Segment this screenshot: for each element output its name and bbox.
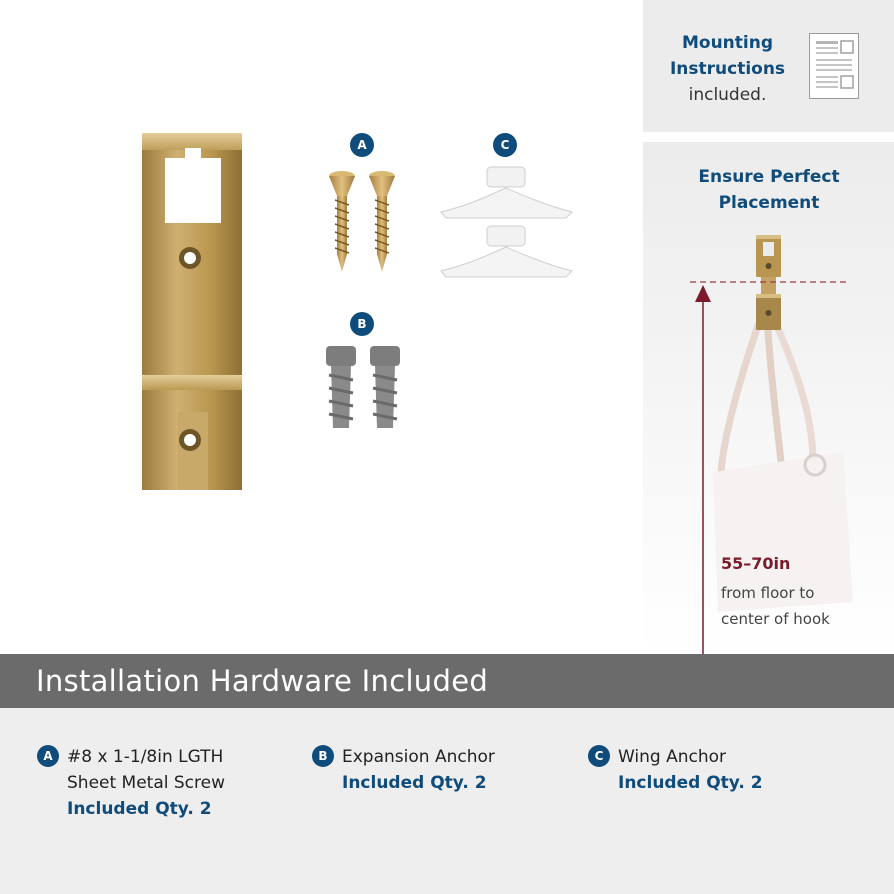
item-a-line1: #8 x 1-1/8in LGTH bbox=[67, 747, 224, 767]
expansion-anchor bbox=[326, 346, 356, 428]
item-b-qty: Included Qty. 2 bbox=[342, 773, 487, 793]
measurement-desc-line2: center of hook bbox=[721, 610, 830, 628]
mounting-instructions-text bbox=[660, 30, 795, 108]
hook-icon bbox=[756, 235, 781, 330]
placement-line2: Placement bbox=[718, 193, 820, 213]
screw-pair bbox=[329, 171, 395, 272]
item-a-line2: Sheet Metal Screw bbox=[67, 773, 226, 793]
hook-bracket bbox=[142, 133, 242, 490]
badge-a-image: A bbox=[350, 133, 374, 157]
mounting-line3: included. bbox=[688, 85, 767, 105]
document-icon bbox=[809, 33, 859, 99]
badge-c-image: C bbox=[493, 133, 517, 157]
item-c bbox=[618, 744, 763, 796]
badge-b-image: B bbox=[350, 312, 374, 336]
measurement-value: 55–70in bbox=[721, 554, 791, 573]
placement-panel bbox=[643, 142, 894, 654]
mounting-line1: Mounting bbox=[681, 33, 774, 53]
placement-line1: Ensure Perfect bbox=[698, 167, 840, 187]
item-b-line1: Expansion Anchor bbox=[342, 747, 495, 767]
item-c-badge: C bbox=[588, 745, 610, 767]
expansion-anchor-pair bbox=[326, 346, 400, 428]
item-c-qty: Included Qty. 2 bbox=[618, 773, 763, 793]
mounting-line2: Instructions bbox=[669, 59, 786, 79]
item-a-badge: A bbox=[37, 745, 59, 767]
banner-title: Installation Hardware Included bbox=[36, 664, 489, 698]
wing-anchor bbox=[441, 167, 572, 218]
measurement-desc-line1: from floor to bbox=[721, 584, 815, 602]
wing-anchor-pair bbox=[441, 167, 572, 277]
item-b bbox=[342, 744, 495, 796]
item-a bbox=[67, 744, 225, 822]
wing-anchor bbox=[441, 226, 572, 277]
screw bbox=[329, 171, 355, 272]
placement-illustration bbox=[643, 142, 894, 654]
expansion-anchor bbox=[370, 346, 400, 428]
item-a-qty: Included Qty. 2 bbox=[67, 799, 212, 819]
item-c-line1: Wing Anchor bbox=[618, 747, 727, 767]
screw bbox=[369, 171, 395, 272]
placement-title bbox=[680, 164, 858, 216]
item-b-badge: B bbox=[312, 745, 334, 767]
